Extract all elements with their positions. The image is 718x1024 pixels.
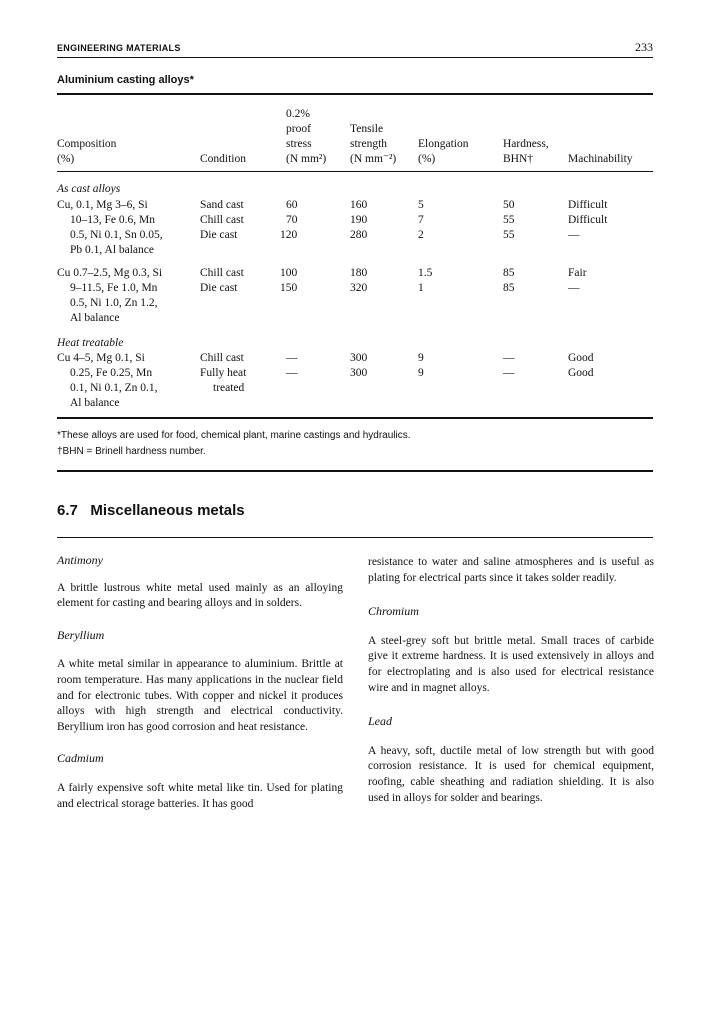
alloy-composition: Cu, 0.1, Mg 3–6, Si 10–13, Fe 0.6, Mn 0.5, Ni 0.1, Sn 0.05, Pb 0.1, Al balance (57, 199, 163, 256)
col-header-proof-stress: 0.2% proof stress (N mm²) (286, 108, 327, 165)
entry-text-beryllium: A white metal similar in appearance to aluminium. Brittle at room temperature. Has many applications in the nuclear field and for electronic tubes. With copper and nickel it produces alloys with high strength and electrical conductivity. Beryllium iron has good corrosion and heat resistance. (57, 658, 343, 733)
col-header-hardness: Hardness, BHN† (503, 138, 549, 165)
header-rule (57, 57, 653, 58)
entry-heading-cadmium: Cadmium (57, 751, 104, 766)
alloy-composition: Cu 4–5, Mg 0.1, Si 0.25, Fe 0.25, Mn 0.1, Ni 0.1, Zn 0.1, Al balance (57, 352, 158, 409)
entry-text-chromium: A steel-grey soft but brittle metal. Small traces of carbide give it extreme hardness. It is used extensively in alloys and for electroplating and is also used for electrical resistance wire and in magnet alloys. (368, 634, 654, 694)
col-header-elongation: Elongation (%) (418, 138, 469, 165)
entry-text-cadmium-continued: resistance to water and saline atmospheres and is useful as plating for electrical parts since it takes solder readily. (368, 556, 654, 584)
entry-heading-antimony: Antimony (57, 553, 103, 567)
footnote-rule (57, 470, 653, 472)
entry-text-cadmium: A fairly expensive soft white metal like tin. Used for plating and electrical storage batteries. It has good (57, 781, 343, 810)
entry-heading-chromium: Chromium (368, 604, 419, 619)
group-heading-as-cast: As cast alloys (57, 183, 121, 195)
alloy-composition: Cu 0.7–2.5, Mg 0.3, Si 9–11.5, Fe 1.0, Mn 0.5, Ni 1.0, Zn 1.2, Al balance (57, 267, 163, 324)
table-footnote: †BHN = Brinell hardness number. (57, 446, 206, 457)
running-title: ENGINEERING MATERIALS (57, 43, 181, 53)
condition-continuation: treated (213, 382, 245, 394)
entry-heading-beryllium: Beryllium (57, 627, 105, 642)
table-bottom-rule (57, 417, 653, 419)
table-header-rule (57, 171, 653, 172)
col-header-machinability: Machinability (568, 153, 633, 165)
entry-text-lead: A heavy, soft, ductile metal of low strength but with good corrosion resistance. It is used for chemical equipment, roofing, cable sheathing and radiation shielding. It is also used in alloys for solder and bearings. (368, 744, 654, 804)
group-heading-heat-treatable: Heat treatable (57, 337, 124, 349)
table-footnote: *These alloys are used for food, chemical plant, marine castings and hydraulics. (57, 430, 411, 441)
col-header-composition: Composition (%) (57, 138, 117, 165)
section-heading: 6.7 Miscellaneous metals (57, 502, 245, 519)
left-column (57, 553, 343, 812)
col-header-condition: Condition (200, 153, 247, 165)
entry-heading-lead: Lead (368, 714, 392, 729)
page-number: 233 (635, 40, 653, 54)
col-header-tensile: Tensile strength (N mm⁻²) (350, 123, 397, 165)
table-top-rule (57, 93, 653, 95)
entry-text-antimony: A brittle lustrous white metal used mainly as an alloying element for casting and bearing alloys and in solders. (57, 581, 343, 610)
right-column (368, 555, 654, 806)
section-rule (57, 537, 653, 538)
table-title: Aluminium casting alloys* (57, 74, 194, 86)
